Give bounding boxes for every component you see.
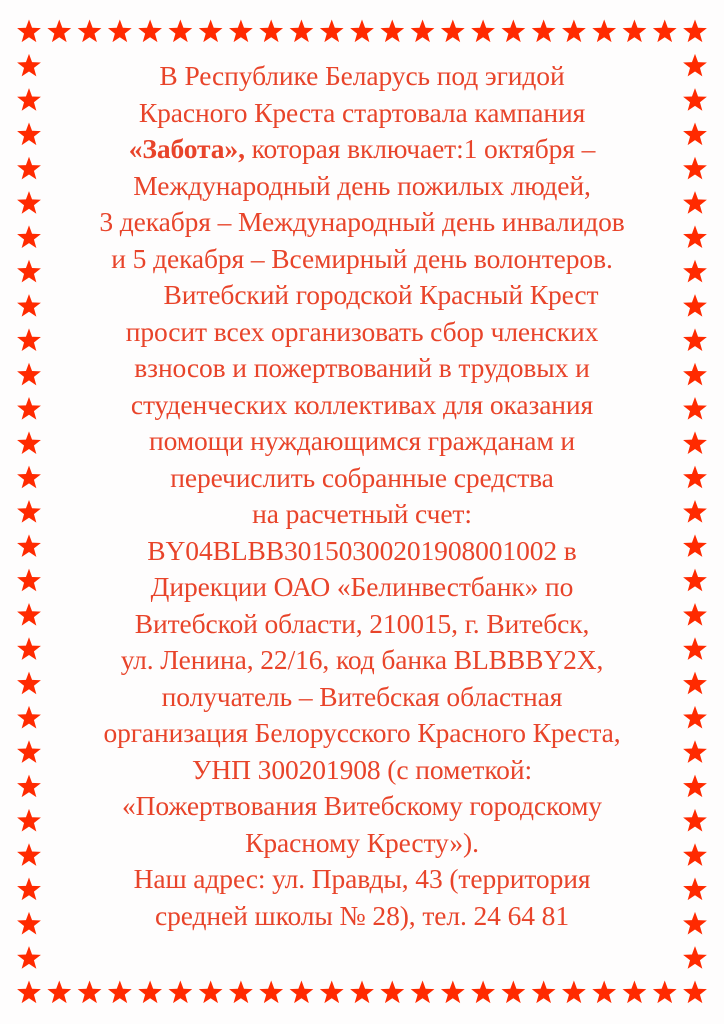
star-icon [17, 912, 41, 935]
intro-line-6: и 5 декабря – Всемирный день волонтеров. [111, 242, 613, 274]
star-icon [17, 54, 41, 77]
star-icon [17, 328, 41, 351]
star-icon [380, 20, 404, 43]
star-icon [441, 20, 465, 43]
campaign-name: «Забота», [128, 133, 245, 164]
star-icon [683, 912, 707, 935]
star-icon [653, 981, 677, 1004]
star-icon [108, 20, 132, 43]
star-icon [17, 534, 41, 557]
star-icon [168, 20, 192, 43]
star-icon [259, 20, 283, 43]
star-icon [683, 397, 707, 420]
star-icon [411, 981, 435, 1004]
star-icon [17, 466, 41, 489]
star-icon [320, 981, 344, 1004]
star-icon [199, 20, 223, 43]
star-icon [17, 981, 41, 1004]
intro-line-3 [60, 131, 664, 168]
star-icon [683, 981, 707, 1004]
star-icon [683, 706, 707, 729]
star-icon [17, 397, 41, 420]
star-icon [592, 981, 616, 1004]
star-icon [168, 981, 192, 1004]
star-icon [17, 809, 41, 832]
star-icon [683, 534, 707, 557]
star-icon [17, 260, 41, 283]
intro-line-3-rest: которая включает:1 октября – [244, 133, 596, 164]
star-icon [683, 466, 707, 489]
star-icon [17, 946, 41, 969]
appeal-line-5: помощи нуждающимся гражданам и [148, 425, 576, 456]
star-icon [562, 981, 586, 1004]
star-icon [623, 20, 647, 43]
star-icon [683, 740, 707, 763]
star-icon [683, 843, 707, 866]
star-icon [229, 20, 253, 43]
star-icon [683, 191, 707, 214]
star-icon [17, 191, 41, 214]
star-icon [17, 775, 41, 798]
star-icon [138, 20, 162, 43]
star-icon [683, 328, 707, 351]
star-icon [532, 20, 556, 43]
bank-line-2: Витебской области, 210015, г. Витебск, [134, 607, 590, 639]
star-icon [17, 294, 41, 317]
star-icon [290, 20, 314, 43]
star-icon [17, 637, 41, 660]
star-icon [350, 20, 374, 43]
address-line-1: Наш адрес: ул. Правды, 43 (территория [133, 863, 591, 894]
star-icon [259, 981, 283, 1004]
notice-text [60, 58, 664, 934]
star-icon [683, 88, 707, 111]
star-icon [471, 20, 495, 43]
star-icon [17, 569, 41, 592]
star-icon [350, 981, 374, 1004]
star-icon [683, 431, 707, 454]
star-icon [17, 500, 41, 523]
star-icon [683, 363, 707, 386]
star-icon [17, 740, 41, 763]
star-icon [108, 981, 132, 1004]
bank-line-1: Дирекции ОАО «Белинвестбанк» по [150, 571, 574, 602]
star-icon [683, 122, 707, 145]
star-icon [683, 294, 707, 317]
unp-line: УНП 300201908 (с пометкой: [192, 753, 532, 785]
star-icon [78, 981, 102, 1004]
star-icon [199, 981, 223, 1004]
star-icon [683, 225, 707, 248]
star-icon [380, 981, 404, 1004]
note-line-1: «Пожертвования Витебскому городскому [122, 790, 602, 821]
star-icon [17, 363, 41, 386]
intro-line-5: 3 декабря – Международный день инвалидов [99, 206, 625, 237]
star-icon [683, 569, 707, 592]
intro-line-4: Международный день пожилых людей, [133, 169, 591, 201]
star-icon [562, 20, 586, 43]
star-icon [17, 88, 41, 111]
star-icon [683, 672, 707, 695]
star-icon [78, 20, 102, 43]
star-icon [683, 878, 707, 901]
appeal-line-4: студенческих коллективах для оказания [130, 388, 594, 420]
star-icon [501, 20, 525, 43]
recipient-line-1: получатель – Витебская областная [161, 680, 563, 712]
star-icon [229, 981, 253, 1004]
star-icon [683, 500, 707, 523]
star-icon [17, 157, 41, 180]
appeal-line-3: взносов и пожертвований в трудовых и [134, 352, 590, 383]
star-icon [290, 981, 314, 1004]
star-icon [320, 20, 344, 43]
star-icon [47, 981, 71, 1004]
star-icon [683, 809, 707, 832]
star-icon [683, 54, 707, 77]
star-icon [532, 981, 556, 1004]
star-icon [471, 981, 495, 1004]
star-icon [17, 603, 41, 626]
intro-line-1: В Республике Беларусь под эгидой [159, 60, 565, 91]
appeal-line-1: Витебский городской Красный Крест [163, 279, 599, 310]
star-icon [17, 843, 41, 866]
star-icon [501, 981, 525, 1004]
star-icon [17, 20, 41, 43]
star-icon [17, 431, 41, 454]
appeal-line-2: просит всех организовать сбор членских [125, 315, 599, 347]
star-icon [47, 20, 71, 43]
star-icon [138, 981, 162, 1004]
intro-line-2: Красного Креста стартовала кампания [138, 96, 586, 128]
bank-line-3: ул. Ленина, 22/16, код банка BLBBBY2X, [120, 644, 604, 675]
star-icon [411, 20, 435, 43]
star-icon [683, 946, 707, 969]
appeal-line-7: на расчетный счет: [252, 498, 472, 529]
address-line-2: средней школы № 28), тел. 24 64 81 [155, 899, 569, 931]
star-icon [17, 706, 41, 729]
note-line-2: Красному Кресту»). [245, 826, 479, 858]
star-icon [17, 225, 41, 248]
star-icon [592, 20, 616, 43]
appeal-line-6: перечислить собранные средства [170, 461, 554, 493]
star-icon [17, 122, 41, 145]
star-icon [17, 878, 41, 901]
star-icon [653, 20, 677, 43]
star-icon [623, 981, 647, 1004]
account-number: BY04BLBB30150300201908001002 в [147, 534, 577, 566]
star-icon [683, 20, 707, 43]
star-icon [683, 637, 707, 660]
recipient-line-2: организация Белорусского Красного Креста, [103, 717, 621, 748]
star-icon [683, 775, 707, 798]
star-icon [441, 981, 465, 1004]
star-icon [17, 672, 41, 695]
star-icon [683, 260, 707, 283]
star-icon [683, 603, 707, 626]
star-icon [683, 157, 707, 180]
